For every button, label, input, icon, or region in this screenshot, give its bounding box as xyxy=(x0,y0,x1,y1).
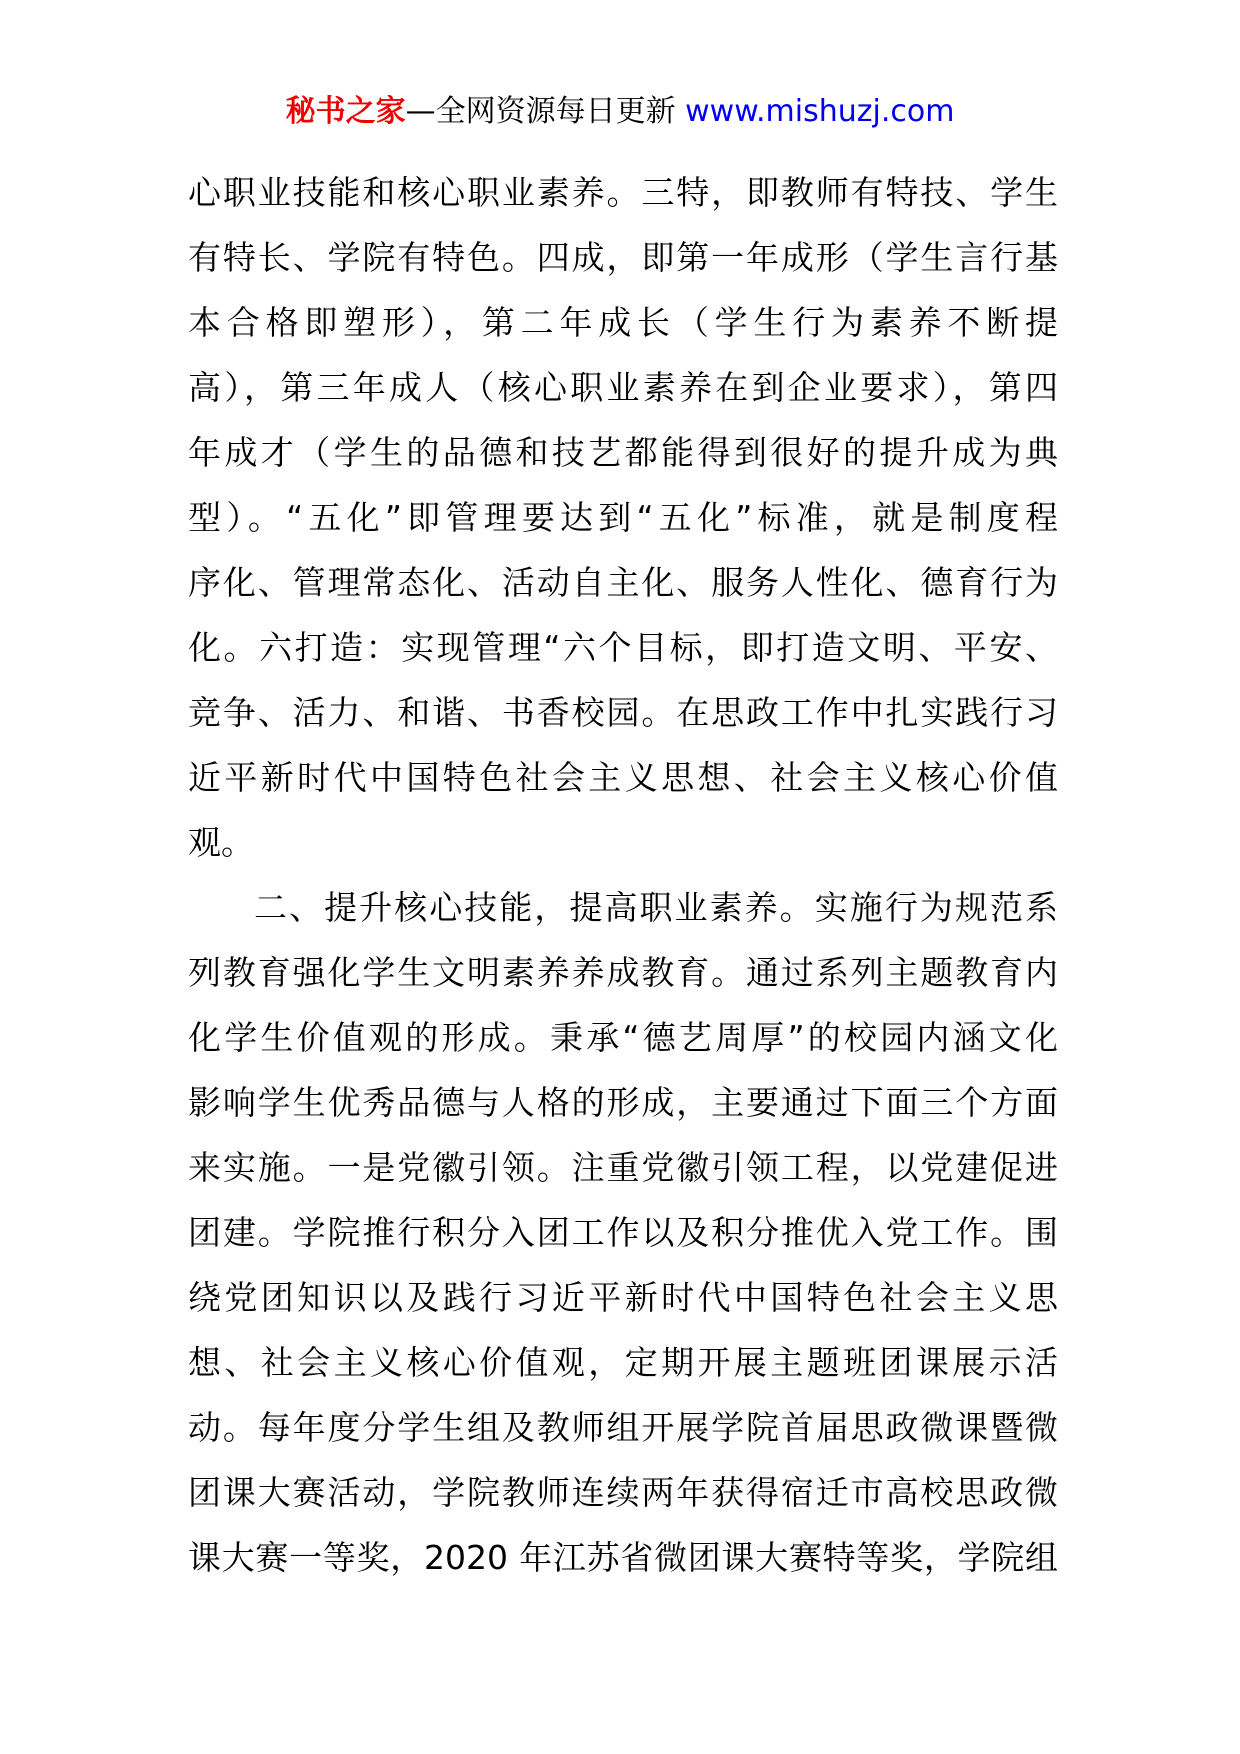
text-line: 影响学生优秀品德与人格的形成，主要通过下面三个方面 xyxy=(188,1083,1058,1122)
site-name: 秘书之家 xyxy=(285,94,406,129)
text-line: 想、社会主义核心价值观，定期开展主题班团课展示活 xyxy=(188,1343,1058,1382)
text-line: 化学生价值观的形成。秉承“德艺周厚”的校园内涵文化 xyxy=(188,1018,1058,1057)
text-line: 绕党团知识以及践行习近平新时代中国特色社会主义思 xyxy=(188,1278,1058,1317)
text-line: 竞争、活力、和谐、书香校园。在思政工作中扎实践行习 xyxy=(188,693,1058,732)
site-url-link[interactable]: www.mishuzj.com xyxy=(685,94,955,129)
site-tagline: —全网资源每日更新 xyxy=(405,94,686,129)
text-line: 来实施。一是党徽引领。注重党徽引领工程，以党建促进 xyxy=(188,1148,1058,1187)
text-line: 化。六打造：实现管理“六个目标，即打造文明、平安、 xyxy=(188,628,1058,667)
text-line: 年成才（学生的品德和技艺都能得到很好的提升成为典 xyxy=(188,433,1058,472)
text-line: 近平新时代中国特色社会主义思想、社会主义核心价值 xyxy=(188,758,1058,797)
site-header xyxy=(0,92,1240,132)
text-line: 本合格即塑形），第二年成长（学生行为素养不断提 xyxy=(188,303,1058,342)
text-line: 心职业技能和核心职业素养。三特，即教师有特技、学生 xyxy=(188,173,1058,212)
text-line: 课大赛一等奖，2020 年江苏省微团课大赛特等奖，学院组 xyxy=(188,1538,1058,1577)
text-line: 高），第三年成人（核心职业素养在到企业要求），第四 xyxy=(188,368,1058,407)
text-line: 型）。“五化”即管理要达到“五化”标准，就是制度程 xyxy=(188,498,1058,537)
text-line: 列教育强化学生文明素养养成教育。通过系列主题教育内 xyxy=(188,953,1058,992)
text-line: 团课大赛活动，学院教师连续两年获得宿迁市高校思政微 xyxy=(188,1473,1058,1512)
paragraph-1 xyxy=(188,160,1058,875)
text-line: 动。每年度分学生组及教师组开展学院首届思政微课暨微 xyxy=(188,1408,1058,1447)
text-line: 有特长、学院有特色。四成，即第一年成形（学生言行基 xyxy=(188,238,1058,277)
paragraph-2 xyxy=(188,875,1058,1590)
document-body xyxy=(188,160,1058,1590)
text-line: 观。 xyxy=(188,823,254,862)
text-line: 序化、管理常态化、活动自主化、服务人性化、德育行为 xyxy=(188,563,1058,602)
text-line: 二、提升核心技能，提高职业素养。实施行为规范系 xyxy=(254,888,1058,927)
text-line: 团建。学院推行积分入团工作以及积分推优入党工作。围 xyxy=(188,1213,1058,1252)
